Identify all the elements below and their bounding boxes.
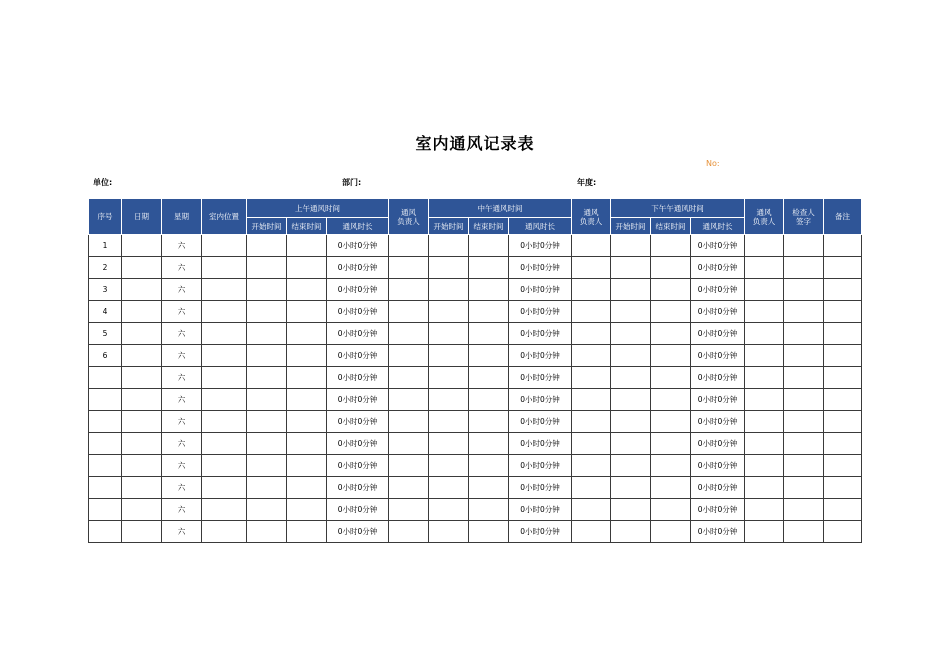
cell-am-duration: 0小时0分钟 <box>327 235 389 257</box>
cell-noon-responsible[interactable] <box>572 345 611 367</box>
cell-am-end[interactable] <box>287 279 327 301</box>
cell-pm-start[interactable] <box>611 301 651 323</box>
cell-am-start[interactable] <box>247 235 287 257</box>
cell-am-responsible[interactable] <box>389 279 429 301</box>
cell-noon-responsible[interactable] <box>572 455 611 477</box>
cell-noon-end[interactable] <box>469 433 509 455</box>
cell-pm-duration: 0小时0分钟 <box>691 279 745 301</box>
cell-inspector[interactable] <box>784 477 824 499</box>
cell-pm-duration: 0小时0分钟 <box>691 301 745 323</box>
cell-pm-responsible[interactable] <box>745 433 784 455</box>
cell-remark[interactable] <box>824 367 862 389</box>
cell-noon-duration: 0小时0分钟 <box>509 257 572 279</box>
cell-seq: 4 <box>89 301 122 323</box>
cell-am-duration: 0小时0分钟 <box>327 279 389 301</box>
table-row <box>89 433 862 455</box>
cell-location[interactable] <box>202 521 247 543</box>
cell-am-start[interactable] <box>247 499 287 521</box>
table-row <box>89 235 862 257</box>
unit-label: 单位: <box>93 178 113 187</box>
cell-noon-start[interactable] <box>429 279 469 301</box>
cell-noon-responsible[interactable] <box>572 301 611 323</box>
cell-pm-responsible[interactable] <box>745 499 784 521</box>
cell-pm-start[interactable] <box>611 455 651 477</box>
cell-noon-start[interactable] <box>429 323 469 345</box>
cell-remark[interactable] <box>824 235 862 257</box>
cell-remark[interactable] <box>824 389 862 411</box>
cell-am-responsible[interactable] <box>389 367 429 389</box>
cell-seq <box>89 367 122 389</box>
cell-am-duration: 0小时0分钟 <box>327 411 389 433</box>
cell-am-duration: 0小时0分钟 <box>327 301 389 323</box>
cell-noon-duration: 0小时0分钟 <box>509 367 572 389</box>
cell-noon-start[interactable] <box>429 477 469 499</box>
cell-noon-responsible[interactable] <box>572 433 611 455</box>
cell-pm-responsible[interactable] <box>745 279 784 301</box>
cell-am-responsible[interactable] <box>389 521 429 543</box>
cell-am-start[interactable] <box>247 389 287 411</box>
cell-location[interactable] <box>202 235 247 257</box>
cell-pm-responsible[interactable] <box>745 323 784 345</box>
cell-am-responsible[interactable] <box>389 477 429 499</box>
cell-am-start[interactable] <box>247 345 287 367</box>
table-body <box>89 235 862 543</box>
cell-location[interactable] <box>202 301 247 323</box>
cell-remark[interactable] <box>824 477 862 499</box>
cell-inspector[interactable] <box>784 389 824 411</box>
cell-location[interactable] <box>202 411 247 433</box>
cell-date[interactable] <box>122 433 162 455</box>
department-label: 部门: <box>342 178 362 187</box>
header-noon-start: 开始时间 <box>429 218 469 235</box>
cell-pm-start[interactable] <box>611 367 651 389</box>
cell-noon-start[interactable] <box>429 521 469 543</box>
cell-noon-start[interactable] <box>429 433 469 455</box>
cell-pm-start[interactable] <box>611 389 651 411</box>
table-row <box>89 279 862 301</box>
cell-am-start[interactable] <box>247 477 287 499</box>
cell-seq <box>89 455 122 477</box>
cell-am-end[interactable] <box>287 367 327 389</box>
cell-pm-end[interactable] <box>651 257 691 279</box>
cell-am-end[interactable] <box>287 433 327 455</box>
cell-weekday: 六 <box>162 235 202 257</box>
header-remark: 备注 <box>824 199 862 235</box>
header-noon-duration: 通风时长 <box>509 218 572 235</box>
cell-date[interactable] <box>122 477 162 499</box>
cell-seq: 6 <box>89 345 122 367</box>
cell-noon-end[interactable] <box>469 521 509 543</box>
cell-pm-responsible[interactable] <box>745 367 784 389</box>
cell-seq <box>89 411 122 433</box>
cell-noon-responsible[interactable] <box>572 279 611 301</box>
cell-remark[interactable] <box>824 433 862 455</box>
cell-seq: 1 <box>89 235 122 257</box>
cell-weekday: 六 <box>162 345 202 367</box>
cell-seq <box>89 499 122 521</box>
cell-noon-start[interactable] <box>429 499 469 521</box>
cell-noon-end[interactable] <box>469 301 509 323</box>
cell-inspector[interactable] <box>784 235 824 257</box>
cell-date[interactable] <box>122 301 162 323</box>
header-pm-group: 下午午通风时间 <box>611 199 745 218</box>
cell-pm-start[interactable] <box>611 521 651 543</box>
table-row <box>89 345 862 367</box>
header-pm-responsible: 通风 负责人 <box>745 199 784 235</box>
cell-am-responsible[interactable] <box>389 499 429 521</box>
cell-pm-duration: 0小时0分钟 <box>691 235 745 257</box>
cell-noon-responsible[interactable] <box>572 323 611 345</box>
cell-inspector[interactable] <box>784 455 824 477</box>
header-am-responsible: 通风 负责人 <box>389 199 429 235</box>
cell-noon-responsible[interactable] <box>572 499 611 521</box>
cell-pm-duration: 0小时0分钟 <box>691 257 745 279</box>
cell-am-end[interactable] <box>287 345 327 367</box>
table-row <box>89 323 862 345</box>
cell-seq <box>89 477 122 499</box>
cell-noon-end[interactable] <box>469 455 509 477</box>
cell-noon-duration: 0小时0分钟 <box>509 301 572 323</box>
cell-noon-responsible[interactable] <box>572 521 611 543</box>
table-row <box>89 367 862 389</box>
cell-noon-start[interactable] <box>429 235 469 257</box>
cell-weekday: 六 <box>162 301 202 323</box>
cell-seq <box>89 521 122 543</box>
cell-am-end[interactable] <box>287 499 327 521</box>
cell-noon-start[interactable] <box>429 257 469 279</box>
cell-pm-responsible[interactable] <box>745 521 784 543</box>
cell-pm-duration: 0小时0分钟 <box>691 323 745 345</box>
cell-am-responsible[interactable] <box>389 389 429 411</box>
cell-weekday: 六 <box>162 521 202 543</box>
cell-am-duration: 0小时0分钟 <box>327 433 389 455</box>
cell-noon-duration: 0小时0分钟 <box>509 477 572 499</box>
cell-remark[interactable] <box>824 345 862 367</box>
cell-remark[interactable] <box>824 301 862 323</box>
cell-pm-responsible[interactable] <box>745 301 784 323</box>
cell-am-duration: 0小时0分钟 <box>327 367 389 389</box>
cell-noon-start[interactable] <box>429 345 469 367</box>
table-row <box>89 521 862 543</box>
cell-am-duration: 0小时0分钟 <box>327 521 389 543</box>
cell-am-responsible[interactable] <box>389 323 429 345</box>
cell-weekday: 六 <box>162 411 202 433</box>
cell-noon-end[interactable] <box>469 367 509 389</box>
header-pm-duration: 通风时长 <box>691 218 745 235</box>
cell-pm-responsible[interactable] <box>745 389 784 411</box>
cell-pm-end[interactable] <box>651 235 691 257</box>
cell-remark[interactable] <box>824 499 862 521</box>
cell-noon-duration: 0小时0分钟 <box>509 345 572 367</box>
cell-pm-responsible[interactable] <box>745 257 784 279</box>
cell-am-start[interactable] <box>247 279 287 301</box>
cell-seq <box>89 389 122 411</box>
cell-pm-responsible[interactable] <box>745 411 784 433</box>
table-row <box>89 455 862 477</box>
cell-weekday: 六 <box>162 279 202 301</box>
cell-date[interactable] <box>122 389 162 411</box>
cell-date[interactable] <box>122 499 162 521</box>
cell-remark[interactable] <box>824 411 862 433</box>
cell-pm-duration: 0小时0分钟 <box>691 433 745 455</box>
cell-pm-duration: 0小时0分钟 <box>691 455 745 477</box>
cell-pm-end[interactable] <box>651 499 691 521</box>
cell-remark[interactable] <box>824 323 862 345</box>
cell-am-start[interactable] <box>247 455 287 477</box>
cell-am-end[interactable] <box>287 235 327 257</box>
cell-location[interactable] <box>202 455 247 477</box>
cell-noon-start[interactable] <box>429 367 469 389</box>
cell-weekday: 六 <box>162 389 202 411</box>
table-row <box>89 499 862 521</box>
cell-noon-responsible[interactable] <box>572 257 611 279</box>
cell-am-responsible[interactable] <box>389 235 429 257</box>
cell-am-duration: 0小时0分钟 <box>327 455 389 477</box>
cell-pm-start[interactable] <box>611 433 651 455</box>
cell-pm-end[interactable] <box>651 367 691 389</box>
cell-location[interactable] <box>202 367 247 389</box>
cell-pm-end[interactable] <box>651 521 691 543</box>
cell-pm-start[interactable] <box>611 411 651 433</box>
year-label: 年度: <box>577 178 597 187</box>
cell-inspector[interactable] <box>784 499 824 521</box>
cell-am-responsible[interactable] <box>389 301 429 323</box>
header-pm-start: 开始时间 <box>611 218 651 235</box>
cell-location[interactable] <box>202 499 247 521</box>
cell-date[interactable] <box>122 323 162 345</box>
cell-am-end[interactable] <box>287 477 327 499</box>
header-am-start: 开始时间 <box>247 218 287 235</box>
cell-noon-end[interactable] <box>469 257 509 279</box>
cell-pm-start[interactable] <box>611 257 651 279</box>
cell-pm-responsible[interactable] <box>745 345 784 367</box>
cell-noon-responsible[interactable] <box>572 411 611 433</box>
header-pm-end: 结束时间 <box>651 218 691 235</box>
cell-location[interactable] <box>202 345 247 367</box>
cell-am-end[interactable] <box>287 455 327 477</box>
cell-weekday: 六 <box>162 323 202 345</box>
cell-date[interactable] <box>122 235 162 257</box>
cell-pm-end[interactable] <box>651 279 691 301</box>
cell-am-start[interactable] <box>247 411 287 433</box>
cell-pm-duration: 0小时0分钟 <box>691 499 745 521</box>
cell-remark[interactable] <box>824 279 862 301</box>
cell-seq <box>89 433 122 455</box>
cell-pm-duration: 0小时0分钟 <box>691 521 745 543</box>
cell-noon-start[interactable] <box>429 455 469 477</box>
cell-weekday: 六 <box>162 367 202 389</box>
cell-weekday: 六 <box>162 257 202 279</box>
cell-noon-duration: 0小时0分钟 <box>509 433 572 455</box>
cell-pm-end[interactable] <box>651 477 691 499</box>
cell-noon-start[interactable] <box>429 389 469 411</box>
cell-am-responsible[interactable] <box>389 257 429 279</box>
header-am-end: 结束时间 <box>287 218 327 235</box>
cell-noon-duration: 0小时0分钟 <box>509 455 572 477</box>
cell-noon-duration: 0小时0分钟 <box>509 499 572 521</box>
cell-noon-responsible[interactable] <box>572 367 611 389</box>
cell-remark[interactable] <box>824 257 862 279</box>
table-row <box>89 301 862 323</box>
cell-inspector[interactable] <box>784 279 824 301</box>
cell-seq: 5 <box>89 323 122 345</box>
cell-am-duration: 0小时0分钟 <box>327 499 389 521</box>
cell-location[interactable] <box>202 389 247 411</box>
cell-pm-start[interactable] <box>611 323 651 345</box>
cell-noon-duration: 0小时0分钟 <box>509 521 572 543</box>
cell-pm-start[interactable] <box>611 345 651 367</box>
document-number-label: No: <box>706 159 720 168</box>
header-noon-responsible: 通风 负责人 <box>572 199 611 235</box>
cell-am-responsible[interactable] <box>389 411 429 433</box>
header-row-primary <box>89 199 862 218</box>
page-title: 室内通风记录表 <box>415 134 535 153</box>
cell-am-start[interactable] <box>247 323 287 345</box>
cell-noon-end[interactable] <box>469 499 509 521</box>
cell-noon-start[interactable] <box>429 301 469 323</box>
cell-pm-duration: 0小时0分钟 <box>691 477 745 499</box>
cell-inspector[interactable] <box>784 521 824 543</box>
cell-date[interactable] <box>122 345 162 367</box>
cell-noon-end[interactable] <box>469 235 509 257</box>
header-noon-end: 结束时间 <box>469 218 509 235</box>
header-location: 室内位置 <box>202 199 247 235</box>
cell-pm-duration: 0小时0分钟 <box>691 411 745 433</box>
cell-pm-end[interactable] <box>651 345 691 367</box>
cell-am-responsible[interactable] <box>389 345 429 367</box>
cell-location[interactable] <box>202 477 247 499</box>
cell-remark[interactable] <box>824 521 862 543</box>
cell-noon-responsible[interactable] <box>572 235 611 257</box>
cell-date[interactable] <box>122 411 162 433</box>
cell-location[interactable] <box>202 433 247 455</box>
cell-pm-start[interactable] <box>611 477 651 499</box>
cell-noon-duration: 0小时0分钟 <box>509 323 572 345</box>
cell-pm-end[interactable] <box>651 389 691 411</box>
cell-pm-responsible[interactable] <box>745 477 784 499</box>
cell-inspector[interactable] <box>784 345 824 367</box>
cell-pm-start[interactable] <box>611 235 651 257</box>
cell-pm-responsible[interactable] <box>745 235 784 257</box>
cell-pm-duration: 0小时0分钟 <box>691 389 745 411</box>
cell-noon-end[interactable] <box>469 389 509 411</box>
cell-weekday: 六 <box>162 477 202 499</box>
cell-am-start[interactable] <box>247 301 287 323</box>
cell-am-duration: 0小时0分钟 <box>327 323 389 345</box>
cell-pm-start[interactable] <box>611 499 651 521</box>
cell-noon-end[interactable] <box>469 279 509 301</box>
cell-noon-end[interactable] <box>469 345 509 367</box>
cell-pm-start[interactable] <box>611 279 651 301</box>
cell-noon-duration: 0小时0分钟 <box>509 411 572 433</box>
cell-noon-responsible[interactable] <box>572 389 611 411</box>
cell-am-end[interactable] <box>287 257 327 279</box>
cell-remark[interactable] <box>824 455 862 477</box>
cell-am-end[interactable] <box>287 389 327 411</box>
cell-pm-end[interactable] <box>651 455 691 477</box>
cell-pm-duration: 0小时0分钟 <box>691 367 745 389</box>
cell-pm-end[interactable] <box>651 301 691 323</box>
cell-am-end[interactable] <box>287 301 327 323</box>
cell-am-start[interactable] <box>247 433 287 455</box>
cell-noon-end[interactable] <box>469 323 509 345</box>
cell-inspector[interactable] <box>784 301 824 323</box>
cell-am-responsible[interactable] <box>389 455 429 477</box>
cell-am-end[interactable] <box>287 521 327 543</box>
cell-inspector[interactable] <box>784 367 824 389</box>
cell-noon-start[interactable] <box>429 411 469 433</box>
cell-am-start[interactable] <box>247 521 287 543</box>
cell-inspector[interactable] <box>784 411 824 433</box>
cell-weekday: 六 <box>162 499 202 521</box>
cell-inspector[interactable] <box>784 257 824 279</box>
cell-am-duration: 0小时0分钟 <box>327 345 389 367</box>
header-weekday: 星期 <box>162 199 202 235</box>
cell-inspector[interactable] <box>784 323 824 345</box>
cell-noon-responsible[interactable] <box>572 477 611 499</box>
cell-date[interactable] <box>122 257 162 279</box>
cell-pm-duration: 0小时0分钟 <box>691 345 745 367</box>
cell-pm-responsible[interactable] <box>745 455 784 477</box>
cell-date[interactable] <box>122 521 162 543</box>
cell-seq: 2 <box>89 257 122 279</box>
header-am-duration: 通风时长 <box>327 218 389 235</box>
cell-pm-end[interactable] <box>651 433 691 455</box>
table-row <box>89 477 862 499</box>
cell-location[interactable] <box>202 323 247 345</box>
cell-weekday: 六 <box>162 433 202 455</box>
header-seq: 序号 <box>89 199 122 235</box>
cell-noon-duration: 0小时0分钟 <box>509 389 572 411</box>
cell-location[interactable] <box>202 257 247 279</box>
cell-am-responsible[interactable] <box>389 433 429 455</box>
cell-am-start[interactable] <box>247 367 287 389</box>
cell-weekday: 六 <box>162 455 202 477</box>
cell-date[interactable] <box>122 367 162 389</box>
cell-noon-duration: 0小时0分钟 <box>509 235 572 257</box>
cell-am-duration: 0小时0分钟 <box>327 389 389 411</box>
cell-am-duration: 0小时0分钟 <box>327 477 389 499</box>
header-inspector: 检查人 签字 <box>784 199 824 235</box>
cell-pm-end[interactable] <box>651 323 691 345</box>
table-row <box>89 411 862 433</box>
cell-noon-duration: 0小时0分钟 <box>509 279 572 301</box>
cell-am-duration: 0小时0分钟 <box>327 257 389 279</box>
cell-noon-end[interactable] <box>469 411 509 433</box>
cell-noon-end[interactable] <box>469 477 509 499</box>
header-date: 日期 <box>122 199 162 235</box>
cell-date[interactable] <box>122 455 162 477</box>
cell-am-end[interactable] <box>287 411 327 433</box>
cell-inspector[interactable] <box>784 433 824 455</box>
cell-date[interactable] <box>122 279 162 301</box>
cell-pm-end[interactable] <box>651 411 691 433</box>
table-row <box>89 257 862 279</box>
ventilation-record-table <box>88 198 862 543</box>
cell-am-start[interactable] <box>247 257 287 279</box>
cell-location[interactable] <box>202 279 247 301</box>
header-am-group: 上午通风时间 <box>247 199 389 218</box>
table-row <box>89 389 862 411</box>
header-noon-group: 中午通风时间 <box>429 199 572 218</box>
cell-am-end[interactable] <box>287 323 327 345</box>
cell-seq: 3 <box>89 279 122 301</box>
